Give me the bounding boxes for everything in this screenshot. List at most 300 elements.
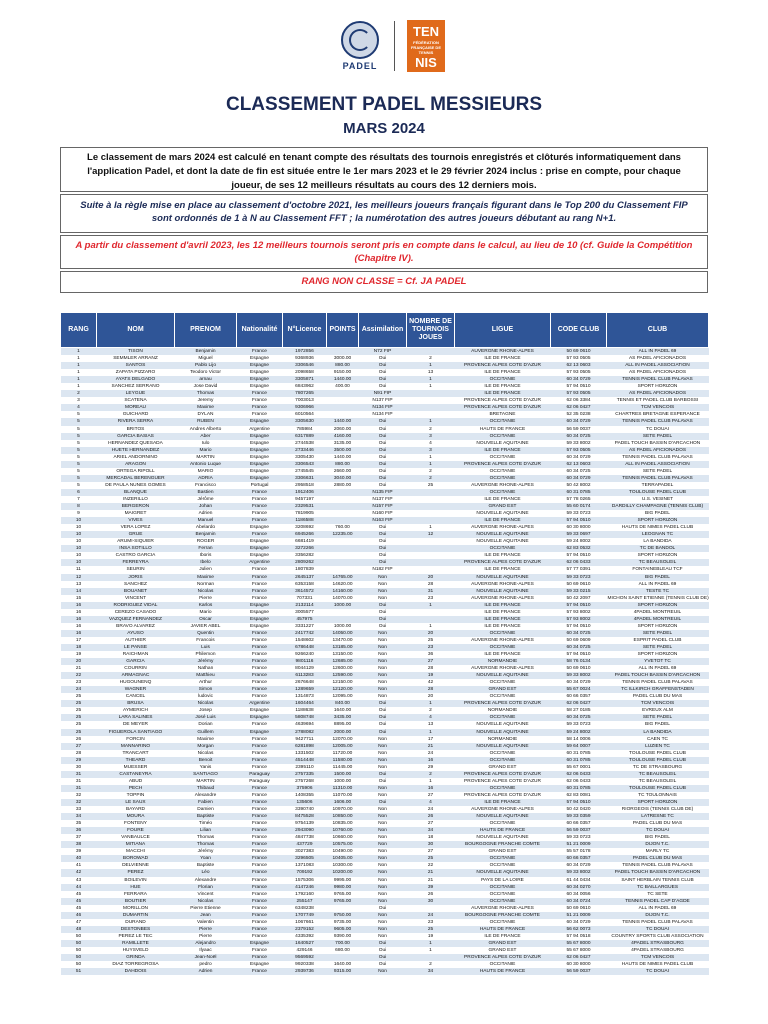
cell-rang: 29 [61,757,97,764]
cell-nom: FIGUEROLA SANTIAGO [97,729,175,736]
cell-assimilation: Oui [359,954,407,961]
cell-licence: 9306966 [283,404,327,411]
cell-licence: 1604464 [283,700,327,707]
cell-licence: 6681419 [283,538,327,545]
cell-nom: LE PANSE [97,644,175,651]
cell-nationalite: Espagne [237,369,283,376]
cell-club: 4PADEL MONTREUIL [607,609,709,616]
cell-ligue: GRAND EST [455,947,551,954]
cell-club: AS PADEL AFICIONADOS [607,390,709,397]
cell-rang: 51 [61,968,97,975]
cell-rang: 32 [61,799,97,806]
cell-licence: 1067661 [283,919,327,926]
table-row [61,686,709,693]
note-rang-non-classe: RANG NON CLASSE = Cf. JA PADEL [60,271,708,293]
cell-ligue: PROVENCE ALPES COTE D'AZUR [455,771,551,778]
cell-nom: BERGERON [97,503,175,510]
cell-nom: ARMAGNAC [97,672,175,679]
table-row [61,440,709,447]
cell-points: 9150.00 [327,369,359,376]
cell-prenom: Karlos [175,602,237,609]
header-points: POINTS [327,313,359,348]
cell-tournois: 26 [407,891,455,898]
padel-logo-text: PADEL [342,61,378,71]
cell-nationalite: France [237,877,283,884]
cell-tournois: 1 [407,623,455,630]
cell-points [327,566,359,573]
cell-tournois [407,566,455,573]
table-row [61,778,709,785]
cell-prenom: MARTIN [175,778,237,785]
cell-prenom: Pierre [175,933,237,940]
cell-tournois: 20 [407,693,455,700]
cell-prenom: Nathan [175,665,237,672]
cell-club: TENNIS PADEL CAP D'AGDE [607,898,709,905]
cell-rang: 32 [61,792,97,799]
cell-points: 3000.00 [327,355,359,362]
cell-points: 12095.00 [327,693,359,700]
cell-points: 700.00 [327,940,359,947]
cell-nom: MACCHI [97,848,175,855]
table-row [61,961,709,968]
cell-code-club: 60 34 0729 [551,376,607,383]
cell-tournois [407,411,455,418]
cell-nationalite: France [237,905,283,912]
cell-licence: 1188638 [283,707,327,714]
cell-points [327,616,359,623]
cell-club: PADEL CLUB DU MAS [607,820,709,827]
cell-points: 14050.00 [327,630,359,637]
cell-tournois: 2 [407,475,455,482]
cell-assimilation: Non [359,750,407,757]
table-row [61,891,709,898]
cell-code-club: 59 33 0723 [551,510,607,517]
cell-nationalite: Espagne [237,524,283,531]
cell-nom: THEARD [97,757,175,764]
cell-assimilation: Non [359,757,407,764]
cell-code-club: 60 34 0729 [551,862,607,869]
cell-nationalite: Argentine [237,426,283,433]
cell-assimilation: Oui [359,468,407,475]
cell-rang: 50 [61,940,97,947]
cell-nom: ABUD [97,778,175,785]
cell-nationalite: France [237,397,283,404]
cell-club: SETE PADEL [607,468,709,475]
table-row [61,771,709,778]
cell-ligue: NOUVELLE AQUITAINE [455,729,551,736]
cell-code-club: 62 06 0433 [551,559,607,566]
cell-rang: 42 [61,869,97,876]
cell-points: 9390.00 [327,933,359,940]
cell-prenom: ROGER [175,538,237,545]
cell-assimilation: N72 FIP [359,348,407,356]
cell-nom: ARAGON [97,461,175,468]
cell-nationalite: France [237,820,283,827]
cell-nom: BOILEVIN [97,877,175,884]
cell-code-club: 50 42 0420 [551,806,607,813]
table-row [61,729,709,736]
cell-ligue: OCCITANIE [455,919,551,926]
cell-ligue: BRETAGNE [455,411,551,418]
cell-code-club: 60 66 0357 [551,820,607,827]
cell-points: 1440.00 [327,376,359,383]
cell-nationalite: France [237,926,283,933]
cell-nationalite: Espagne [237,714,283,721]
cell-rang: 13 [61,581,97,588]
cell-code-club: 60 34 0725 [551,630,607,637]
cell-assimilation: Non [359,679,407,686]
cell-nationalite: France [237,637,283,644]
cell-ligue: OCCITANIE [455,489,551,496]
table-row [61,468,709,475]
cell-prenom: Philemon [175,651,237,658]
cell-tournois: 1 [407,778,455,785]
cell-nom: PEREZ LE TEC [97,933,175,940]
cell-assimilation: Oui [359,940,407,947]
cell-club: 4PADEL MONTREUIL [607,616,709,623]
cell-club: TENNIS PADEL CLUB PALAVAS [607,679,709,686]
cell-points: 3040.00 [327,475,359,482]
cell-licence: 7003013 [283,397,327,404]
cell-licence: 375906 [283,785,327,792]
cell-prenom: Yanis [175,764,237,771]
cell-nationalite: France [237,665,283,672]
cell-nom: DUMARTIN [97,912,175,919]
cell-code-club: 57 93 0505 [551,447,607,454]
cell-tournois: 1 [407,383,455,390]
cell-assimilation: Oui [359,700,407,707]
table-row [61,968,709,975]
cell-rang: 45 [61,898,97,905]
cell-licence: 2329531 [283,503,327,510]
cell-tournois: 31 [407,588,455,595]
cell-rang: 10 [61,552,97,559]
cell-assimilation: Oui [359,559,407,566]
cell-code-club: 60 30 8000 [551,961,607,968]
cell-nationalite: France [237,968,283,975]
cell-nom: LE SAUX [97,799,175,806]
table-row [61,926,709,933]
cell-licence: 6353158 [283,581,327,588]
cell-rang: 35 [61,820,97,827]
cell-club: MICHON SAINT ETIENNE (TENNIS CLUB DE) [607,595,709,601]
cell-nom: MANNARINO [97,743,175,750]
cell-nationalite: Espagne [237,552,283,559]
cell-licence: 2645137 [283,574,327,581]
cell-club: PADEL CLUB DU MAS [607,855,709,862]
cell-club: DIJON T.C. [607,841,709,848]
cell-assimilation: Oui [359,616,407,623]
ranking-table-container [60,312,708,975]
cell-code-club: 60 34 0725 [551,433,607,440]
cell-points: 2880.00 [327,482,359,489]
cell-points: 14160.00 [327,588,359,595]
cell-nationalite: Espagne [237,433,283,440]
cell-licence: 3356282 [283,552,327,559]
cell-code-club: 60 31 0785 [551,785,607,792]
cell-assimilation: Non [359,968,407,975]
cell-prenom: Pablo Lijo [175,362,237,369]
cell-nationalite: France [237,517,283,524]
cell-nom: CANCEL [97,693,175,700]
header-rang: RANG [61,313,97,348]
cell-nom: AYUSO [97,630,175,637]
cell-prenom: Dorian [175,721,237,728]
cell-tournois: 26 [407,813,455,820]
table-row [61,475,709,482]
cell-nationalite: Espagne [237,707,283,714]
cell-club: TC DE STRASBOURG [607,764,709,771]
cell-prenom: arnau [175,376,237,383]
cell-ligue: GRAND EST [455,686,551,693]
cell-club: SETE PADEL [607,433,709,440]
cell-assimilation: Non [359,792,407,799]
cell-club: LA BANDIDA [607,538,709,545]
cell-rang: 50 [61,947,97,954]
cell-code-club: 62 83 0532 [551,545,607,552]
cell-assimilation: Oui [359,714,407,721]
cell-nationalite: Espagne [237,602,283,609]
cell-code-club: 59 33 0723 [551,574,607,581]
cell-assimilation: Oui [359,355,407,362]
cell-points: 9980.00 [327,884,359,891]
cell-prenom: Pierre [175,926,237,933]
cell-tournois: 1 [407,602,455,609]
cell-club: BIG PADEL [607,721,709,728]
cell-code-club: 62 06 0427 [551,954,607,961]
cell-licence: 1912406 [283,489,327,496]
cell-points: 1440.00 [327,454,359,461]
cell-prenom: Nicolas [175,898,237,905]
cell-tournois [407,390,455,397]
cell-tournois: 24 [407,806,455,813]
cell-tournois: 34 [407,827,455,834]
cell-tournois: 2 [407,961,455,968]
cell-licence: 9569592 [283,954,327,961]
cell-nom: ARIEL ANDORNINO [97,454,175,461]
cell-club: TENNIS PADEL CLUB PALAVAS [607,454,709,461]
header-code-club: CODE CLUB [551,313,607,348]
cell-club: TC TOULONNAIS [607,792,709,799]
cell-prenom: Antonio Luque [175,461,237,468]
cell-ligue: AUVERGNE RHONE-ALPES [455,665,551,672]
cell-points: 10575.00 [327,841,359,848]
cell-licence: 6945266 [283,531,327,538]
cell-prenom: Thomas [175,834,237,841]
cell-assimilation: N134 FIP [359,411,407,418]
cell-assimilation: N135 FIP [359,489,407,496]
table-row [61,355,709,362]
cell-ligue: OCCITANIE [455,433,551,440]
cell-points: 12150.00 [327,679,359,686]
cell-assimilation: Oui [359,707,407,714]
cell-assimilation: Oui [359,947,407,954]
cell-points [327,510,359,517]
table-row [61,637,709,644]
table-row [61,665,709,672]
cell-assimilation: N157 FIP [359,503,407,510]
cell-ligue: NOUVELLE AQUITAINE [455,834,551,841]
cell-nom: MOREAU [97,404,175,411]
table-row [61,933,709,940]
cell-rang: 23 [61,679,97,686]
cell-nationalite: Argentine [237,700,283,707]
cell-rang: 1 [61,376,97,383]
cell-code-club: 51 21 0009 [551,912,607,919]
cell-points: 12235.00 [327,531,359,538]
cell-ligue: PROVENCE ALPES COTE D'AZUR [455,559,551,566]
cell-nom: BRITOS [97,426,175,433]
cell-tournois: 24 [407,750,455,757]
cell-nom: RODRIGUEZ VIDAL [97,602,175,609]
cell-licence: 1792160 [283,891,327,898]
cell-rang: 5 [61,468,97,475]
cell-assimilation: Non [359,841,407,848]
cell-club: TC BAILLARGUES [607,884,709,891]
cell-ligue: ILE DE FRANCE [455,383,551,390]
cell-prenom: Iulo [175,440,237,447]
cell-rang: 5 [61,461,97,468]
cell-code-club: 50 69 0609 [551,637,607,644]
cell-tournois: 4 [407,799,455,806]
cell-club: SPORT HORIZON [607,517,709,524]
cell-prenom: Léo [175,869,237,876]
cell-prenom: JAVIER ABEL [175,623,237,630]
cell-nationalite: France [237,855,283,862]
cell-licence: 7819905 [283,510,327,517]
cell-nom: PECH [97,785,175,792]
cell-points: 1640.00 [327,707,359,714]
cell-prenom: Ilyaac [175,947,237,954]
cell-club: SAINT HERBLAIN TENNIS CLUB [607,877,709,884]
cell-ligue: AUVERGNE RHONE-ALPES [455,524,551,531]
cell-nationalite: France [237,581,283,588]
cell-assimilation: Non [359,884,407,891]
cell-points: 12005.00 [327,743,359,750]
cell-rang: 47 [61,919,97,926]
cell-club: TESTE TC [607,588,709,595]
cell-rang: 10 [61,559,97,566]
cell-assimilation: Oui [359,905,407,912]
cell-nationalite: France [237,848,283,855]
cell-nom: AUTHIER [97,637,175,644]
header-tournois: NOMBRE DE TOURNOIS JOUES [407,313,455,348]
ranking-table [60,312,709,975]
cell-nationalite: Espagne [237,362,283,369]
cell-licence: 5808748 [283,714,327,721]
cell-nationalite: France [237,679,283,686]
cell-club: LA BANDIDA [607,729,709,736]
table-row [61,644,709,651]
cell-licence: 7807265 [283,390,327,397]
cell-rang: 5 [61,433,97,440]
cell-assimilation: Non [359,834,407,841]
cell-ligue: AUVERGNE RHONE-ALPES [455,637,551,644]
cell-ligue: OCCITANIE [455,855,551,862]
cell-nationalite: France [237,736,283,743]
cell-assimilation: Non [359,743,407,750]
cell-nom: RIVERA SERRA [97,418,175,425]
cell-tournois [407,559,455,566]
cell-tournois: 4 [407,440,455,447]
cell-points: 9605.00 [327,926,359,933]
cell-ligue: NOUVELLE AQUITAINE [455,869,551,876]
cell-code-club: 57 93 8002 [551,616,607,623]
cell-nom: BRUSA [97,700,175,707]
cell-nom: COURRIN [97,665,175,672]
cell-assimilation: Non [359,651,407,658]
cell-licence: 2958518 [283,482,327,489]
cell-tournois: 18 [407,834,455,841]
cell-points: 10660.00 [327,834,359,841]
cell-tournois: 13 [407,369,455,376]
cell-rang: 48 [61,926,97,933]
cell-rang: 7 [61,496,97,503]
cell-club: TENNIS PADEL CLUB PALAVAS [607,376,709,383]
cell-assimilation: N134 FIP [359,404,407,411]
cell-prenom: Manuel [175,517,237,524]
cell-licence: 1331502 [283,750,327,757]
table-row [61,806,709,813]
cell-licence: 3305630 [283,418,327,425]
cell-rang: 31 [61,785,97,792]
table-row [61,397,709,404]
cell-prenom: Damien [175,806,237,813]
cell-licence: 1289659 [283,686,327,693]
cell-nationalite: Espagne [237,376,283,383]
cell-code-club: 62 06 0433 [551,771,607,778]
cell-prenom: Francois [175,637,237,644]
cell-tournois: 30 [407,841,455,848]
cell-tournois: 25 [407,637,455,644]
cell-ligue: OCCITANIE [455,750,551,757]
cell-rang: 39 [61,848,97,855]
cell-nom: VINCENT [97,595,175,602]
cell-prenom: Abelardo [175,524,237,531]
cell-club: SPORT HORIZON [607,799,709,806]
cell-prenom: Valentin [175,919,237,926]
cell-tournois: 20 [407,574,455,581]
cell-code-club: 62 06 3384 [551,397,607,404]
note-12-tournaments: A partir du classement d'avril 2023, les 12 meilleurs tournois seront pris en compte dans le calcul, au lieu de 10 (cf. Guide la Compétition (Chapitre IV). [60,235,708,269]
cell-ligue: AUVERGNE RHONE-ALPES [455,581,551,588]
cell-licence: 135606 [283,799,327,806]
cell-assimilation: Oui [359,376,407,383]
cell-prenom: Maxime [175,736,237,743]
cell-club: ALL IN PADEL ASSOCIATION [607,362,709,369]
cell-code-club: 57 93 0505 [551,355,607,362]
cell-prenom: Vincent [175,891,237,898]
cell-rang: 1 [61,383,97,390]
cell-nationalite: France [237,743,283,750]
cell-nom: VERA LOPEZ [97,524,175,531]
cell-licence: 1548602 [283,637,327,644]
cell-points: 12120.00 [327,686,359,693]
cell-rang: 41 [61,862,97,869]
cell-code-club: 59 33 0723 [551,834,607,841]
cell-assimilation: Oui [359,961,407,968]
cell-tournois: 21 [407,869,455,876]
cell-licence: 2939736 [283,968,327,975]
cell-points: 12070.00 [327,736,359,743]
cell-points: 1500.00 [327,771,359,778]
table-row [61,418,709,425]
cell-tournois: 16 [407,785,455,792]
cell-ligue: ILE DE FRANCE [455,651,551,658]
table-row [61,482,709,489]
cell-rang: 10 [61,538,97,545]
cell-ligue: NOUVELLE AQUITAINE [455,510,551,517]
